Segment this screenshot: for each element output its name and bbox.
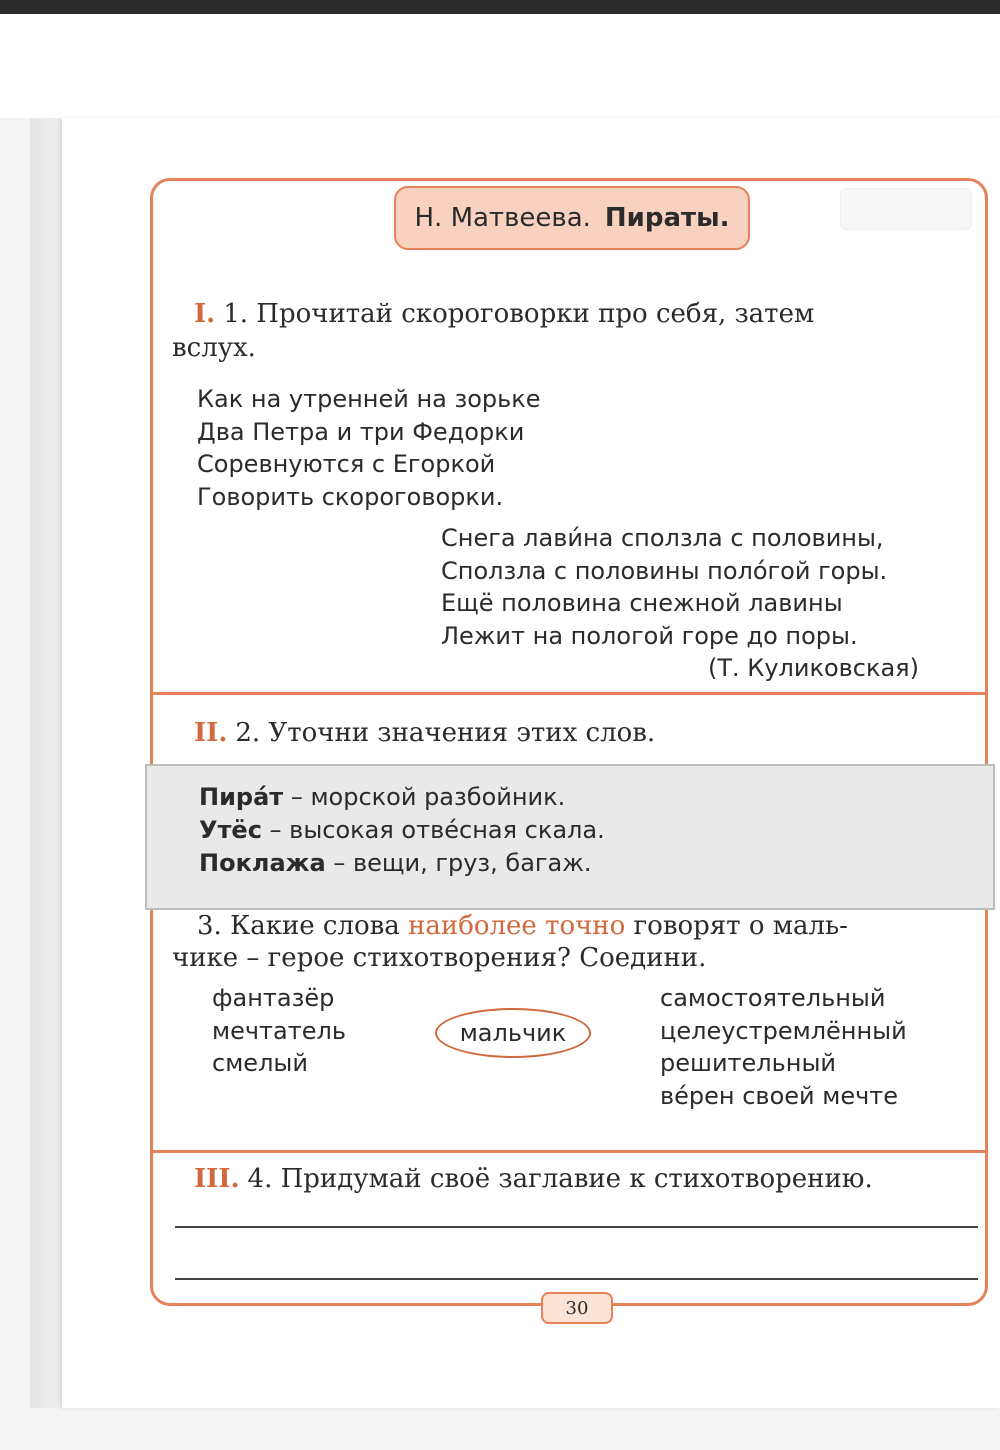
lesson-title xyxy=(394,186,750,250)
glossary-entry xyxy=(199,849,592,877)
glossary-entry xyxy=(199,816,605,844)
word-option[interactable]: смелый xyxy=(212,1049,308,1077)
verse-line: Ещё половина снежной лавины xyxy=(441,589,843,617)
verse-line: Снега лави́на сползла с половины, xyxy=(441,524,884,552)
verse-line: Соревнуются с Егоркой xyxy=(197,450,496,478)
title-author: Н. Матвеева. xyxy=(414,203,591,233)
word-option[interactable]: решительный xyxy=(660,1049,837,1077)
word-option[interactable]: целеустремлённый xyxy=(660,1016,907,1045)
glossary-term: Поклажа xyxy=(199,849,326,877)
word-option[interactable]: ве́рен своей мечте xyxy=(660,1081,899,1110)
page-number: 30 xyxy=(541,1292,613,1324)
task-1-text: 1. Прочитай скороговорки про себя, затем xyxy=(223,299,815,329)
section-number-1: I. xyxy=(194,299,216,329)
task-1-continuation: вслух. xyxy=(172,333,256,363)
attribution: (Т. Куликовская) xyxy=(708,654,919,682)
section-number-3: III. xyxy=(194,1164,240,1194)
task-3-continuation: чике – герое стихотворения? Соедини. xyxy=(172,943,707,973)
scan-top-edge xyxy=(0,0,1000,14)
task-2 xyxy=(194,717,655,749)
glossary-term: Утёс xyxy=(199,816,262,844)
verse-line: Как на утренней на зорьке xyxy=(197,385,541,413)
answer-line[interactable] xyxy=(175,1278,978,1280)
glossary-entry xyxy=(199,783,565,811)
verse-line: Лежит на пологой горе до поры. xyxy=(441,621,858,650)
section-divider xyxy=(150,692,988,695)
task-3-highlight: наиболее точно xyxy=(408,911,626,941)
glossary-definition: – морской разбойник. xyxy=(283,783,566,811)
task-3 xyxy=(197,910,848,942)
right-word-list xyxy=(660,982,907,1112)
glossary-term: Пира́т xyxy=(199,783,284,811)
glossary-definition: – вещи, груз, багаж. xyxy=(325,849,592,877)
glossary-definition: – высокая отве́сная скала. xyxy=(261,816,605,844)
task-1 xyxy=(194,298,814,330)
verse-line: Сползла с половины поло́гой горы. xyxy=(441,556,888,585)
verse-line: Два Петра и три Федорки xyxy=(197,417,525,446)
title-work: Пираты. xyxy=(604,203,730,233)
glossary-box xyxy=(145,764,995,910)
task-4 xyxy=(194,1163,873,1195)
word-option[interactable]: фантазёр xyxy=(212,984,335,1012)
tongue-twister-2 xyxy=(441,522,887,652)
section-number-2: II. xyxy=(194,718,228,748)
center-word-oval[interactable]: мальчик xyxy=(435,1008,591,1058)
left-word-list xyxy=(212,982,346,1080)
verse-line: Говорить скороговорки. xyxy=(197,482,504,511)
task-2-text: 2. Уточни значения этих слов. xyxy=(235,718,656,748)
task-3-text-end: говорят о маль- xyxy=(625,911,848,941)
section-divider xyxy=(150,1150,988,1153)
tongue-twister-1 xyxy=(197,383,541,513)
answer-line[interactable] xyxy=(175,1226,978,1228)
word-option[interactable]: самостоятельный xyxy=(660,984,886,1012)
word-option[interactable]: мечтатель xyxy=(212,1016,346,1045)
task-3-text-start: 3. Какие слова xyxy=(197,911,409,941)
task-4-text: 4. Придумай своё заглавие к стихотворению. xyxy=(247,1164,873,1194)
